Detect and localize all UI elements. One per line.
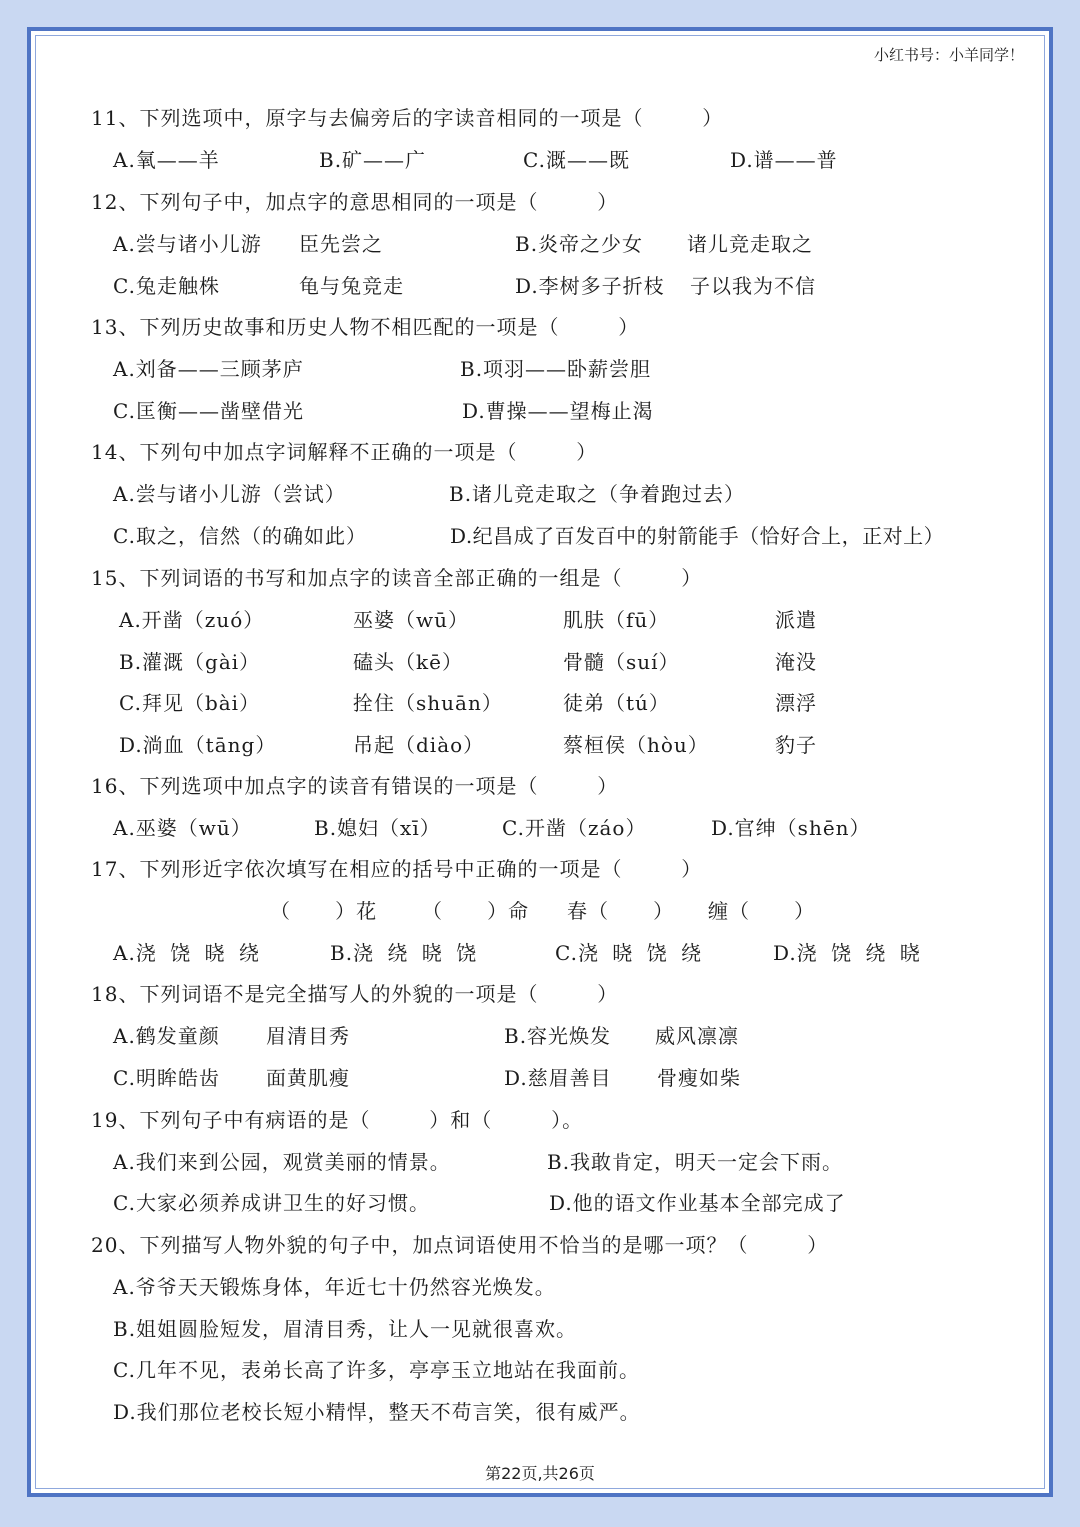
q18-option-c: C.明眸皓齿 <box>113 1066 220 1090</box>
question-11-stem: 11、下列选项中，原字与去偏旁后的字读音相同的一项是（ ） <box>91 106 724 130</box>
q15-row-b-1: B.灌溉（gài） <box>119 650 261 674</box>
q16-option-b: B.媳妇（xī） <box>314 816 441 840</box>
q13-option-a: A.刘备——三顾茅庐 <box>113 357 304 381</box>
q17-option-c: C.浇 晓 饶 绕 <box>555 941 703 965</box>
q12-option-b2: 诸儿竞走取之 <box>687 232 813 256</box>
q15-row-c-2: 拴住（shuān） <box>353 691 503 715</box>
q12-option-c2: 龟与兔竞走 <box>299 274 404 298</box>
q12-option-c: C.兔走触株 <box>113 274 220 298</box>
q12-option-d2: 子以我为不信 <box>690 274 816 298</box>
q11-option-b: B.矿——广 <box>319 148 427 172</box>
question-20-stem: 20、下列描写人物外貌的句子中，加点词语使用不恰当的是哪一项？（ ） <box>91 1233 829 1257</box>
q15-row-b-4: 淹没 <box>775 650 817 674</box>
q15-row-a-4: 派遣 <box>775 608 817 632</box>
q19-option-c: C.大家必须养成讲卫生的好习惯。 <box>113 1191 430 1215</box>
q15-row-a-1: A.开凿（zuó） <box>119 608 265 632</box>
q15-row-d-4: 豹子 <box>775 733 817 757</box>
q15-row-a-2: 巫婆（wū） <box>353 608 469 632</box>
q16-option-d: D.官绅（shēn） <box>711 816 871 840</box>
q18-option-b2: 威风凛凛 <box>655 1024 739 1048</box>
q19-option-d: D.他的语文作业基本全部完成了 <box>549 1191 846 1215</box>
q14-option-b: B.诸儿竞走取之（争着跑过去） <box>449 482 746 506</box>
q20-option-c: C.几年不见，表弟长高了许多，亭亭玉立地站在我面前。 <box>113 1358 640 1382</box>
q16-option-a: A.巫婆（wū） <box>113 816 252 840</box>
q17-blank-1: （ ）花 <box>270 899 378 923</box>
question-17-stem: 17、下列形近字依次填写在相应的括号中正确的一项是（ ） <box>91 857 703 881</box>
q17-option-d: D.浇 饶 绕 晓 <box>773 941 921 965</box>
q14-option-d: D.纪昌成了百发百中的射箭能手（恰好合上，正对上） <box>450 524 945 548</box>
q11-option-d: D.谱——普 <box>730 148 838 172</box>
question-12-stem: 12、下列句子中，加点字的意思相同的一项是（ ） <box>91 190 619 214</box>
page-number: 第22页,共26页 <box>485 1464 595 1483</box>
q17-option-b: B.浇 绕 晓 饶 <box>330 941 478 965</box>
q18-option-c2: 面黄肌瘦 <box>266 1066 350 1090</box>
q12-option-d: D.李树多子折枝 <box>515 274 665 298</box>
q13-option-b: B.项羽——卧薪尝胆 <box>460 357 652 381</box>
q17-option-a: A.浇 饶 晓 绕 <box>113 941 260 965</box>
question-14-stem: 14、下列句中加点字词解释不正确的一项是（ ） <box>91 440 598 464</box>
q15-row-d-2: 吊起（diào） <box>353 733 485 757</box>
q12-option-b: B.炎帝之少女 <box>515 232 644 256</box>
q14-option-a: A.尝与诸小儿游（尝试） <box>113 482 346 506</box>
q17-blank-3: 春（ ） <box>567 899 675 923</box>
q15-row-d-3: 蔡桓侯（hòu） <box>563 733 709 757</box>
q19-option-a: A.我们来到公园，观赏美丽的情景。 <box>113 1150 451 1174</box>
q11-option-c: C.溉——既 <box>523 148 630 172</box>
q15-row-c-1: C.拜见（bài） <box>119 691 261 715</box>
q13-option-c: C.匡衡——凿壁借光 <box>113 399 304 423</box>
q20-option-d: D.我们那位老校长短小精悍，整天不苟言笑，很有威严。 <box>113 1400 641 1424</box>
q11-option-a: A.氧——羊 <box>113 148 220 172</box>
q13-option-d: D.曹操——望梅止渴 <box>462 399 654 423</box>
question-18-stem: 18、下列词语不是完全描写人的外貌的一项是（ ） <box>91 982 619 1006</box>
question-15-stem: 15、下列词语的书写和加点字的读音全部正确的一组是（ ） <box>91 566 703 590</box>
question-19-stem: 19、下列句子中有病语的是（ ）和（ ）。 <box>91 1108 584 1132</box>
q12-option-a: A.尝与诸小儿游 <box>113 232 262 256</box>
q16-option-c: C.开凿（záo） <box>502 816 647 840</box>
q17-blank-4: 缠（ ） <box>708 899 816 923</box>
q15-row-d-1: D.淌血（tāng） <box>119 733 277 757</box>
q18-option-a: A.鹤发童颜 <box>113 1024 220 1048</box>
q18-option-a2: 眉清目秀 <box>266 1024 350 1048</box>
q15-row-a-3: 肌肤（fū） <box>563 608 670 632</box>
q20-option-b: B.姐姐圆脸短发，眉清目秀，让人一见就很喜欢。 <box>113 1317 578 1341</box>
q18-option-d: D.慈眉善目 <box>504 1066 612 1090</box>
q20-option-a: A.爷爷天天锻炼身体，年近七十仍然容光焕发。 <box>113 1275 556 1299</box>
question-16-stem: 16、下列选项中加点字的读音有错误的一项是（ ） <box>91 774 619 798</box>
question-13-stem: 13、下列历史故事和历史人物不相匹配的一项是（ ） <box>91 315 640 339</box>
q12-option-a2: 臣先尝之 <box>299 232 383 256</box>
q17-blank-2: （ ）命 <box>422 899 530 923</box>
q14-option-c: C.取之，信然（的确如此） <box>113 524 367 548</box>
q18-option-b: B.容光焕发 <box>504 1024 612 1048</box>
q15-row-c-4: 漂浮 <box>775 691 817 715</box>
q19-option-b: B.我敢肯定，明天一定会下雨。 <box>547 1150 844 1174</box>
q15-row-c-3: 徒弟（tú） <box>563 691 670 715</box>
q18-option-d2: 骨瘦如柴 <box>657 1066 741 1090</box>
q15-row-b-2: 磕头（kē） <box>353 650 463 674</box>
q15-row-b-3: 骨髓（suí） <box>563 650 680 674</box>
watermark-text: 小红书号：小羊同学！ <box>873 46 1024 64</box>
